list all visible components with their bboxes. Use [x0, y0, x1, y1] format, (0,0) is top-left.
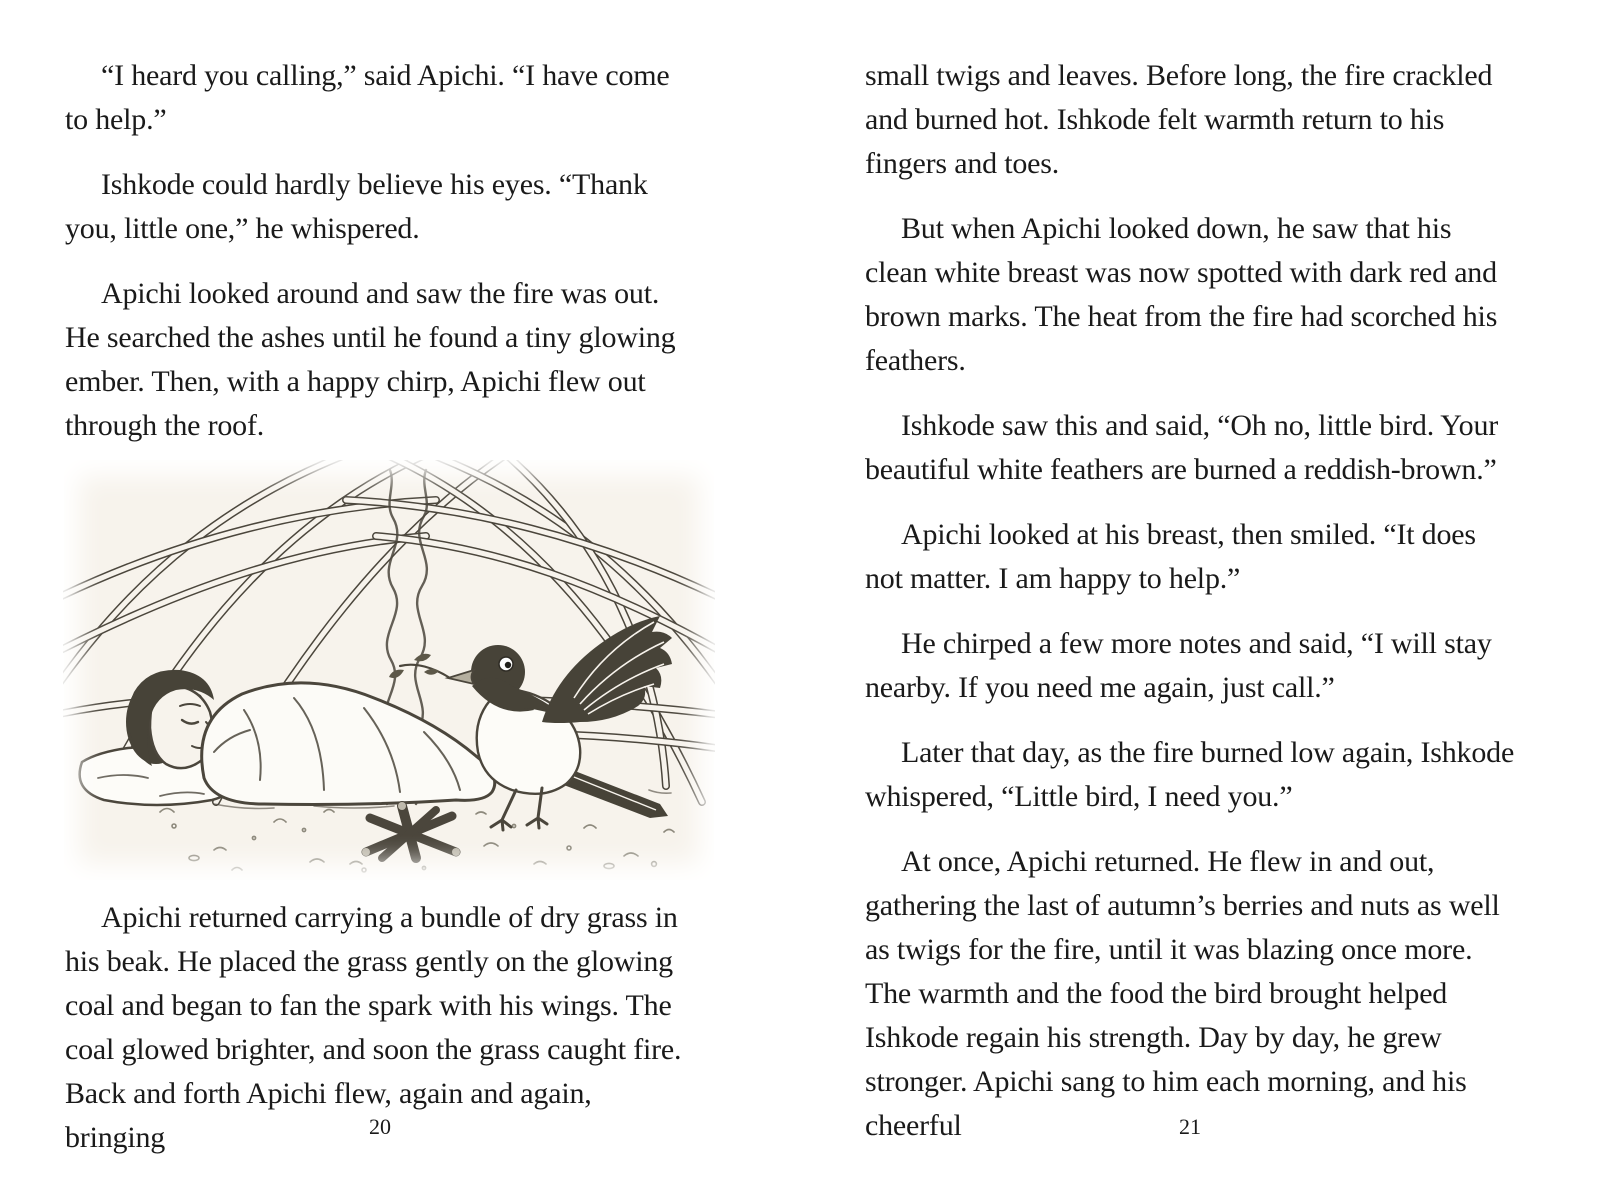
right-page-column — [865, 54, 1515, 1148]
paragraph: He chirped a few more notes and said, “I will stay nearby. If you need me again, just call.” — [865, 627, 1492, 704]
paragraph: “I heard you calling,” said Apichi. “I have come to help.” — [65, 59, 670, 136]
story-illustration — [63, 460, 715, 880]
left-page-number: 20 — [369, 1114, 391, 1139]
paragraph: Apichi looked around and saw the fire was out. He searched the ashes until he found a tiny glowing ember. Then, with a happy chirp, Apichi flew out through the roof. — [65, 277, 676, 442]
paragraph: Later that day, as the fire burned low again, Ishkode whispered, “Little bird, I need you.” — [865, 736, 1515, 813]
paragraph: But when Apichi looked down, he saw that his clean white breast was now spotted with dark red and brown marks. The heat from the fire had scorched his feathers. — [865, 212, 1498, 377]
paragraph: Ishkode saw this and said, “Oh no, little bird. Your beautiful white feathers are burned a reddish-brown.” — [865, 409, 1499, 486]
paragraph: At once, Apichi returned. He flew in and out, gathering the last of autumn’s berries and nuts as well as twigs for the fire, until it was blazing once more. The warmth and the food the bird brought helped Ishkode regain his strength. Day by day, he grew stronger. Apichi sang to him each morning, and his cheerful — [865, 845, 1500, 1142]
left-page-column — [65, 54, 695, 1160]
paragraph: Apichi looked at his breast, then smiled. “It does not matter. I am happy to help.” — [865, 518, 1476, 595]
right-page-number: 21 — [1179, 1114, 1201, 1139]
paragraph: Ishkode could hardly believe his eyes. “Thank you, little one,” he whispered. — [65, 168, 648, 245]
paragraph: Apichi returned carrying a bundle of dry grass in his beak. He placed the grass gently on the glowing coal and began to fan the spark with his wings. The coal glowed brighter, and soon the grass caught fire. Back and forth Apichi flew, again and again, bringing — [65, 901, 682, 1154]
paragraph: small twigs and leaves. Before long, the fire crackled and burned hot. Ishkode felt warmth return to his fingers and toes. — [865, 59, 1493, 180]
